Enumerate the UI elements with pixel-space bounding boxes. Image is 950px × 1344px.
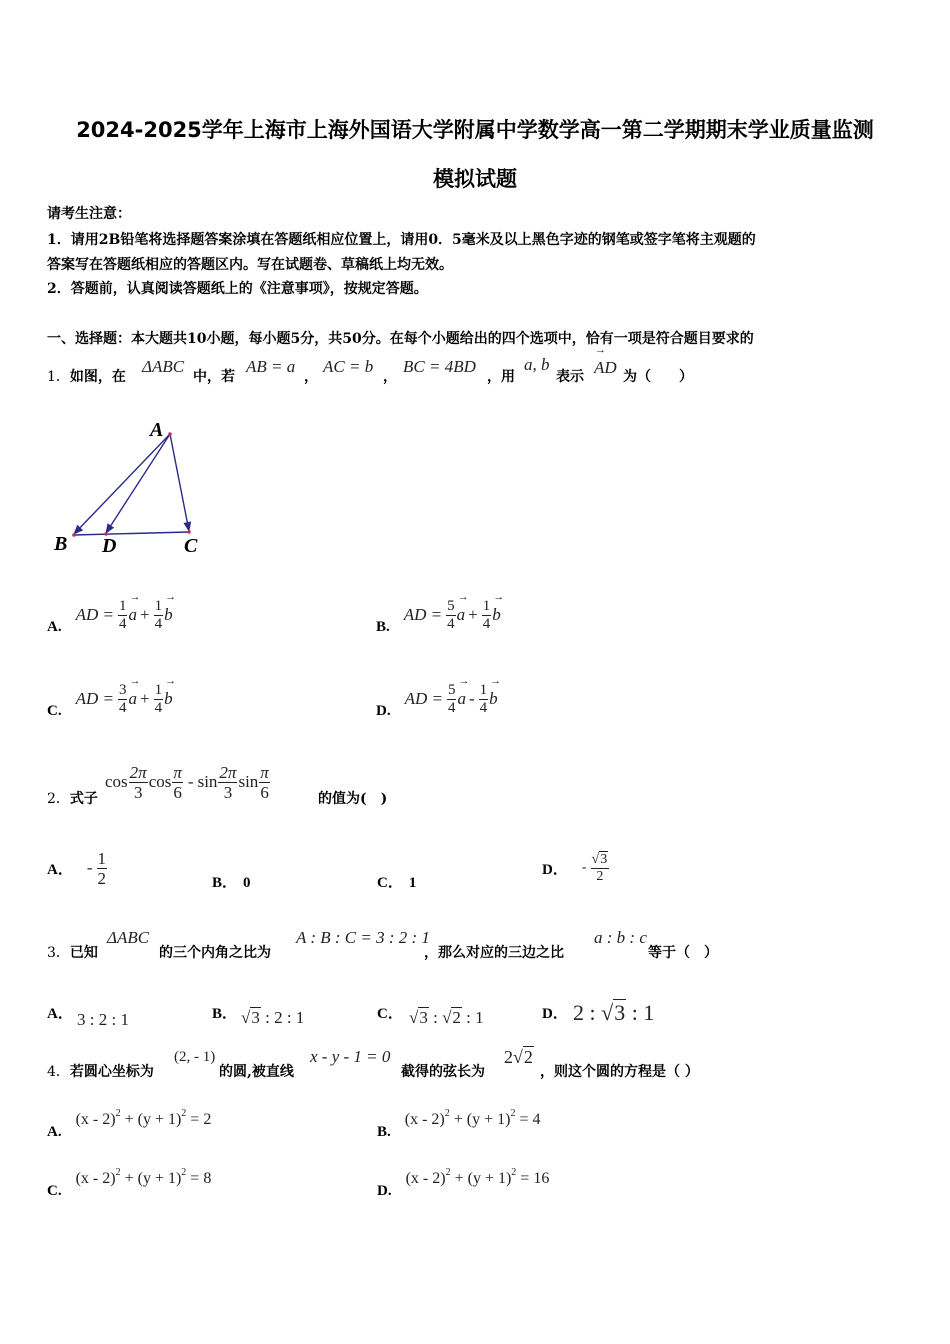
label-b: B [54,533,68,555]
q3-option-a[interactable]: 3 : 2 : 1 [77,1010,129,1029]
q1-option-vec-2: → b [164,689,173,709]
q1-option-den-2: 4 [482,615,491,632]
q1-ab-eq: AB = a [246,357,296,376]
q1-sep-1: ， [304,369,318,385]
q3-option-c-radicand-1: 3 [419,1008,428,1027]
q1-option-lhs: AD = [75,689,114,708]
label-d: D [102,535,117,557]
q4-text-4: ，则这个圆的方程是（ ） [540,1064,699,1080]
q3-option-b-sqrt: √3 [241,1008,260,1027]
q4-text-2: 的圆,被直线 [219,1064,294,1080]
q4-plus: + [120,1111,138,1128]
q3-option-b-radicand: 3 [251,1008,260,1027]
q1-option-op: + [468,605,478,624]
q1-option-frac-1 [118,683,128,716]
vector-ab [74,434,170,534]
q3-option-c-sqrt-1: √3 [409,1008,428,1027]
q3-option-d-pre: 2 : [573,1000,602,1025]
point-a [168,432,172,436]
q1-option-num-2: 1 [482,597,491,614]
q4-plus: + [450,1170,468,1187]
q3-stem [47,942,98,962]
vector-ad [106,434,170,533]
q1-option-vec-2: → b [492,605,501,625]
q2-frac-4 [259,764,270,801]
q1-option-num-2: 1 [154,597,163,614]
q4-option-formula [405,1108,541,1129]
q1-text-4: 表示 [556,369,584,385]
q1-option-vec-1: → a [457,605,466,625]
label-a: A [150,419,164,441]
q1-option-den-1: 4 [118,615,127,632]
q1-option-op: + [139,689,150,708]
q4-option-formula [76,1167,212,1188]
q4-sq-2: 2 [181,1167,187,1178]
q4-chord-radicand: 2 [523,1047,533,1067]
q2-option-a-sign: - [86,858,93,877]
q4-line: x - y - 1 = 0 [310,1047,391,1066]
q1-option-num-2: 1 [154,681,163,698]
q1-option-vec-1: → a [457,689,466,709]
q4-option-d[interactable] [377,1167,550,1199]
q1-option-op: - [468,689,475,708]
q2-option-c-label: C． [377,875,403,891]
q2-cos-2: cos [148,772,172,791]
q4-option-c[interactable] [47,1167,212,1199]
q1-option-label: C. [47,702,62,719]
q4-sq-1: 2 [445,1167,451,1178]
doc-title-line1: 2024-2025学年上海市上海外国语大学附属中学数学高一第二学期期末学业质量监测 [76,118,874,142]
q4-term-x: (x - 2) [405,1170,446,1187]
q2-frac-3-den: 3 [223,782,233,802]
q2-sin-1: sin [197,772,218,791]
q4-sq-1: 2 [115,1167,121,1178]
doc-title-line2: 模拟试题 [433,167,517,191]
q1-option-den-2: 4 [154,615,163,632]
q1-option-den-1: 4 [447,615,455,632]
q3-option-d-label: D． [542,1006,568,1022]
q1-bc-eq: BC = 4BD [403,357,476,376]
q4-text-1: 若圆心坐标为 [69,1064,154,1080]
q2-option-b-value: 0 [243,875,251,891]
q2-option-d-label: D． [542,861,568,878]
q1-option-lhs: AD = [403,605,443,624]
q4-plus: + [449,1111,467,1128]
q1-text-2: 中，若 [193,369,235,385]
q1-text-3: ，用 [487,369,515,385]
notice-heading: 请考生注意： [47,206,131,222]
q2-minus: - [187,772,194,791]
q4-option-rhs: = 8 [186,1170,212,1187]
q4-option-rhs: = 2 [186,1111,212,1128]
q3-option-b-rest: : 2 : 1 [260,1008,305,1027]
q4-plus: + [120,1170,138,1187]
q1-sep-2: ， [383,369,397,385]
q4-option-label: A. [47,1124,62,1140]
notice-1a: 1．请用2B铅笔将选择题答案涂填在答题纸相应位置上，请用0．5毫米及以上黑色字迹的钢笔或签字笔将主观题的 [47,232,756,248]
q4-option-label: B. [377,1124,391,1140]
q2-option-b[interactable] [212,871,251,892]
q2-number: 2． [47,791,70,807]
q1-option-c[interactable] [47,676,173,722]
q2-frac-2 [172,764,183,801]
q4-option-label: D. [377,1183,392,1199]
q3-text-2: 的三个内角之比为 [159,945,271,961]
q1-option-frac-1 [446,599,456,632]
q2-frac-1 [129,764,148,801]
q2-frac-1-num: 2π [129,762,147,782]
q4-option-formula [406,1167,550,1188]
q1-number: 1． [47,369,70,385]
q4-term-y: (y + 1) [466,1111,511,1128]
q2-frac-1-den: 3 [133,782,143,802]
q4-term-y: (y + 1) [137,1170,182,1187]
q1-ad-label: → AD [594,358,617,378]
q2-stem [47,788,98,808]
q1-ab-vars: a, b [524,355,550,374]
q1-option-b[interactable] [376,592,501,638]
q2-option-d-frac [591,853,610,884]
q4-chord-coef: 2 [504,1047,513,1067]
q3-option-c-radicand-2: 2 [452,1008,461,1027]
q3-option-d-rest: : 1 [626,1000,655,1025]
q4-chord-sqrt: √2 [513,1047,533,1067]
q1-option-lhs: AD = [75,605,114,624]
q1-option-label: D. [376,702,391,719]
q4-text-3: 截得的弦长为 [401,1064,485,1080]
q4-term-x: (x - 2) [75,1111,116,1128]
q2-option-a-label: A． [47,861,73,878]
q3-option-c-label: C． [377,1006,403,1022]
q3-option-d-radicand: 3 [614,1000,626,1025]
q4-option-rhs: = 16 [516,1170,550,1187]
q4-term-y: (y + 1) [137,1111,182,1128]
q2-frac-3 [218,764,237,801]
q2-option-d-sign: - [581,860,587,875]
q2-option-a-num: 1 [97,848,107,868]
q4-sq-2: 2 [181,1108,187,1119]
q1-option-op: + [139,605,150,624]
q4-option-a[interactable] [47,1108,212,1140]
q2-option-c-value: 1 [408,875,417,891]
q3-option-c[interactable] [409,1008,484,1028]
q4-sq-1: 2 [115,1108,121,1119]
q1-option-den-2: 4 [479,699,488,716]
q1-option-num-1: 5 [447,597,455,614]
q4-chord-length [504,1047,534,1068]
label-c: C [184,535,198,557]
q1-stem [47,366,126,386]
q2-option-d[interactable] [542,845,610,891]
q2-sin-2: sin [238,772,259,791]
q4-number: 4． [47,1064,70,1080]
q3-angle-ratio: A : B : C = 3 : 2 : 1 [296,928,430,947]
q2-frac-4-num: π [260,762,269,782]
q2-option-d-den: 2 [596,868,604,884]
q2-option-d-sqrt: √3 [591,851,608,867]
q2-frac-2-num: π [173,762,182,782]
q1-option-den-1: 4 [447,699,456,716]
notice-2: 2．答题前，认真阅读答题纸上的《注意事项》，按规定答题。 [47,281,428,297]
q4-term-x: (x - 2) [404,1111,445,1128]
q1-option-vec-2: → b [489,689,498,709]
q1-option-den-2: 4 [154,699,163,716]
q2-option-c[interactable] [377,871,416,892]
q1-ad-vector [594,358,617,378]
q2-option-a[interactable] [47,845,108,891]
q2-frac-4-den: 6 [260,782,269,802]
q1-option-vec-2: → b [164,605,173,625]
q1-option-frac-1 [118,599,128,632]
q1-option-vec-1: → a [128,605,137,625]
q2-cos-1: cos [105,772,128,791]
vector-ac [170,434,189,531]
q3-option-b[interactable] [241,1008,304,1028]
q4-stem [47,1061,154,1081]
q3-option-a-label: A． [47,1006,73,1022]
q4-center: (2, - 1) [174,1049,216,1065]
q1-option-frac-2 [482,599,492,632]
q4-term-y: (y + 1) [467,1170,512,1187]
q3-text-4: 等于（ ） [648,945,718,961]
section-heading: 一、选择题：本大题共10小题，每小题5分，共50分。在每个小题给出的四个选项中，恰有一项是符合题目要求的 [47,331,754,347]
q1-option-label: B. [376,618,390,635]
q1-option-den-1: 4 [118,699,127,716]
q3-option-c-sqrt-2: √2 [442,1008,461,1027]
q3-option-d-sqrt: √3 [601,1000,626,1025]
q3-option-c-rest: : 1 [461,1008,484,1027]
q2-option-d-radicand: 3 [600,851,608,867]
q1-option-frac-2 [154,599,164,632]
q1-option-num-1: 3 [118,681,127,698]
q1-option-label: A. [47,618,62,635]
q1-triangle-figure [50,412,220,562]
q1-option-frac-2 [479,683,489,716]
q4-sq-1: 2 [444,1108,450,1119]
q2-option-a-frac [97,850,108,887]
q4-option-rhs: = 4 [515,1111,541,1128]
q1-option-vec-1: → a [128,689,137,709]
q3-triangle: ΔABC [107,928,150,947]
q2-frac-2-den: 6 [173,782,182,802]
q3-option-b-label: B． [212,1006,238,1022]
q1-option-num-1: 1 [118,597,127,614]
q3-option-c-mid: : [428,1008,443,1027]
point-c [187,530,191,534]
notice-1b: 答案写在答题纸相应的答题区内。写在试题卷、草稿纸上均无效。 [47,257,453,273]
q4-option-b[interactable] [377,1108,541,1140]
q4-term-x: (x - 2) [75,1170,116,1187]
q4-option-label: C. [47,1183,62,1199]
q3-text-1: 已知 [69,945,98,961]
q2-option-a-den: 2 [97,868,107,888]
q2-frac-3-num: 2π [219,762,237,782]
segment-bc [74,532,189,535]
q1-ac-eq: AC = b [323,357,374,376]
q2-expression [105,762,271,802]
q2-option-b-label: B． [212,875,238,891]
q3-option-d[interactable] [573,1000,654,1026]
q2-text-2: 的值为( ) [318,791,388,807]
q4-sq-2: 2 [510,1108,516,1119]
q4-sq-2: 2 [511,1167,517,1178]
q1-text-1: 如图，在 [69,369,126,385]
q4-option-formula [76,1108,212,1129]
q1-option-num-2: 1 [479,681,488,698]
q1-triangle: ΔABC [142,357,185,376]
q1-option-frac-2 [154,683,164,716]
q3-number: 3． [47,945,70,961]
q1-option-d[interactable] [376,676,498,722]
q1-text-5: 为（ ） [623,369,693,385]
q1-option-lhs: AD = [404,689,443,708]
q1-option-frac-1 [447,683,457,716]
point-b [72,533,76,537]
q3-text-3: ，那么对应的三边之比 [424,945,564,961]
q3-side-ratio: a : b : c [594,928,647,947]
q1-option-a[interactable] [47,592,173,638]
q2-text-1: 式子 [69,791,98,807]
q1-option-num-1: 5 [447,681,456,698]
